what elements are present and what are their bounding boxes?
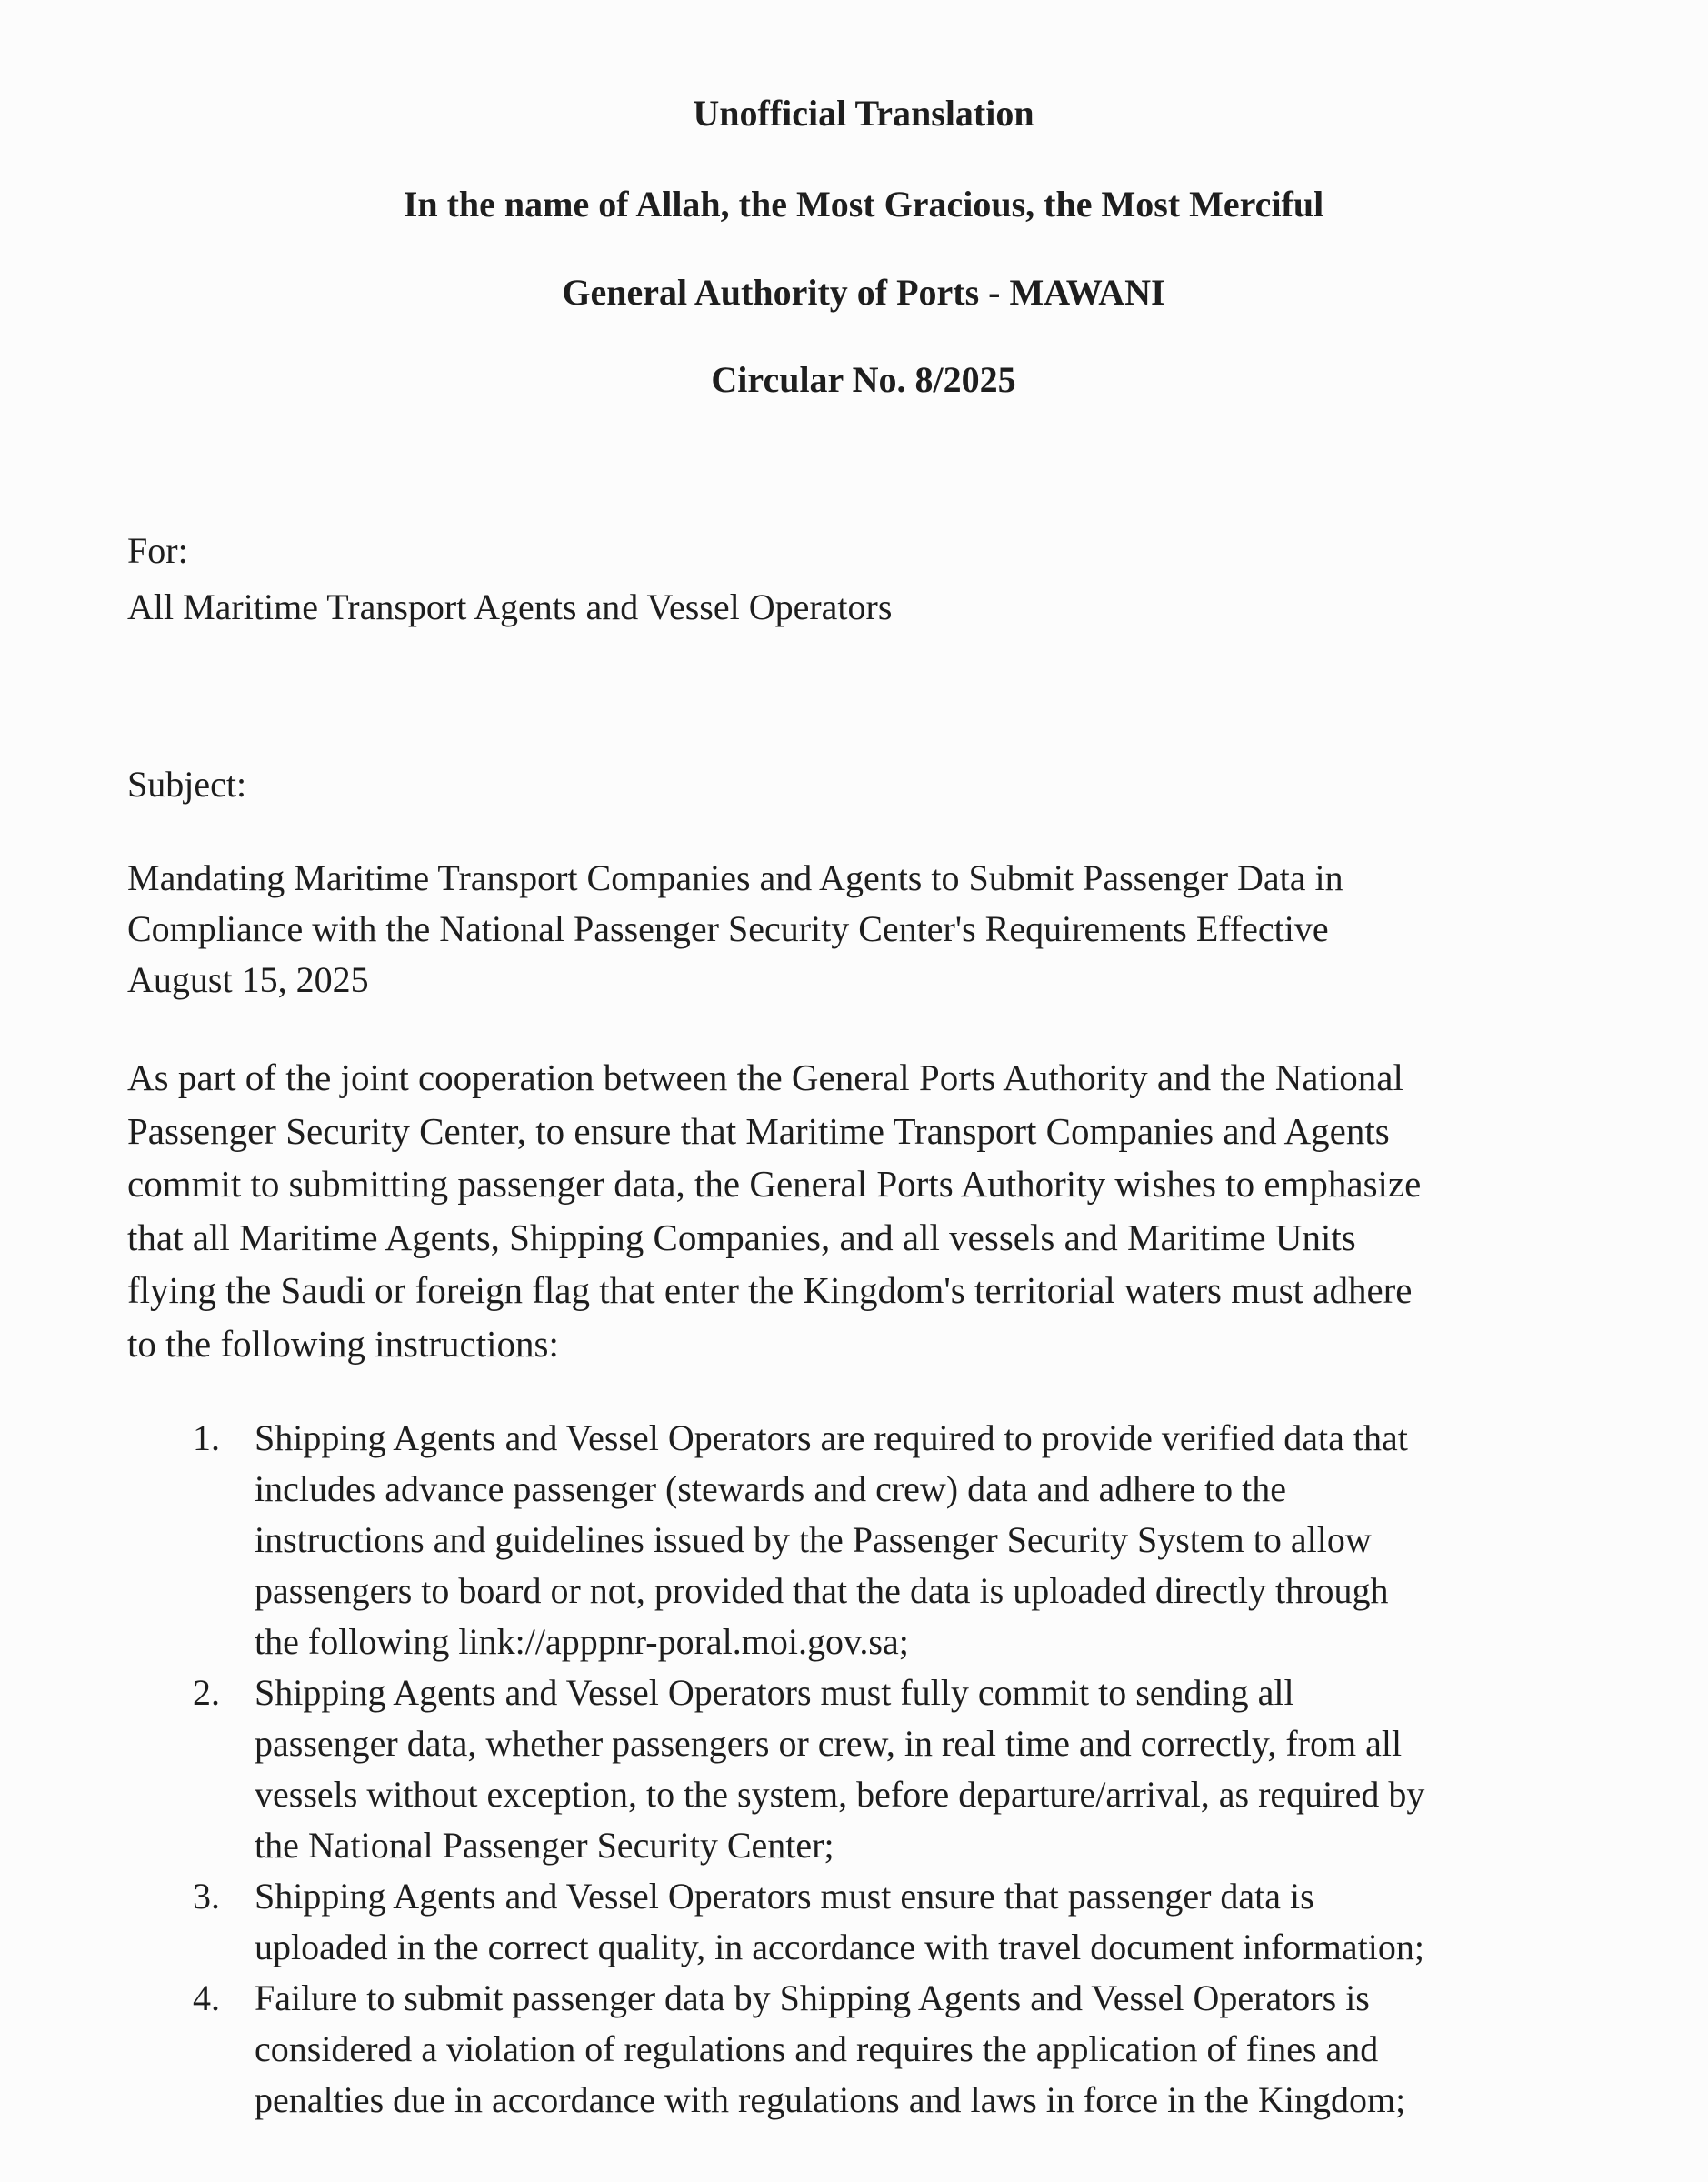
- subject-text: [127, 853, 1343, 1006]
- instruction-number: 3.: [193, 1876, 220, 1917]
- paragraph-line: flying the Saudi or foreign flag that enter the Kingdom's territorial waters must adhere: [127, 1269, 1413, 1311]
- instruction-line: Shipping Agents and Vessel Operators must fully commit to sending all: [255, 1672, 1294, 1713]
- instruction-line: instructions and guidelines issued by the Passenger Security System to allow: [255, 1519, 1372, 1560]
- translation-note-heading: Unofficial Translation: [693, 93, 1034, 134]
- authority-heading: General Authority of Ports - MAWANI: [562, 272, 1165, 313]
- instruction-line: uploaded in the correct quality, in accordance with travel document information;: [255, 1927, 1424, 1967]
- paragraph-line: that all Maritime Agents, Shipping Companies, and all vessels and Maritime Units: [127, 1216, 1356, 1258]
- subject-line: Compliance with the National Passenger Security Center's Requirements Effective: [127, 908, 1329, 949]
- basmala-heading: In the name of Allah, the Most Gracious, the Most Merciful: [403, 184, 1324, 225]
- instruction-line: passenger data, whether passengers or crew, in real time and correctly, from all: [255, 1723, 1403, 1764]
- instruction-item: [0, 1871, 1708, 1973]
- recipient-value: All Maritime Transport Agents and Vessel Operators: [127, 586, 893, 627]
- subject-label: Subject:: [127, 764, 247, 805]
- instruction-number: 1.: [193, 1417, 220, 1458]
- instruction-list: [0, 1413, 1708, 2126]
- instruction-line: vessels without exception, to the system, before departure/arrival, as required by: [255, 1774, 1425, 1815]
- instruction-number: 4.: [193, 1977, 220, 2018]
- instruction-line: the National Passenger Security Center;: [255, 1825, 834, 1866]
- subject-line: August 15, 2025: [127, 959, 369, 1000]
- instruction-line: passengers to board or not, provided that the data is uploaded directly through: [255, 1570, 1389, 1611]
- instruction-line: Shipping Agents and Vessel Operators must ensure that passenger data is: [255, 1876, 1314, 1917]
- paragraph-line: to the following instructions:: [127, 1322, 559, 1365]
- instruction-item: [0, 1973, 1708, 2126]
- subject-line: Mandating Maritime Transport Companies and Agents to Submit Passenger Data in: [127, 857, 1343, 898]
- instruction-line: includes advance passenger (stewards and crew) data and adhere to the: [255, 1468, 1287, 1509]
- recipient-label: For:: [127, 530, 188, 571]
- instruction-item: [0, 1413, 1708, 1667]
- instruction-line: Failure to submit passenger data by Shipping Agents and Vessel Operators is: [255, 1977, 1370, 2018]
- paragraph-line: As part of the joint cooperation between the General Ports Authority and the National: [127, 1056, 1403, 1098]
- instruction-number: 2.: [193, 1672, 220, 1713]
- circular-number-heading: Circular No. 8/2025: [711, 359, 1016, 400]
- instruction-line: Shipping Agents and Vessel Operators are required to provide verified data that: [255, 1417, 1408, 1458]
- instruction-item: [0, 1667, 1708, 1871]
- intro-paragraph: [127, 1051, 1421, 1370]
- instruction-line: the following link://apppnr-poral.moi.gov.sa;: [255, 1621, 909, 1662]
- paragraph-line: Passenger Security Center, to ensure that Maritime Transport Companies and Agents: [127, 1109, 1390, 1152]
- paragraph-line: commit to submitting passenger data, the General Ports Authority wishes to emphasize: [127, 1163, 1422, 1205]
- instruction-line: penalties due in accordance with regulations and laws in force in the Kingdom;: [255, 2079, 1406, 2120]
- instruction-line: considered a violation of regulations and requires the application of fines and: [255, 2028, 1379, 2069]
